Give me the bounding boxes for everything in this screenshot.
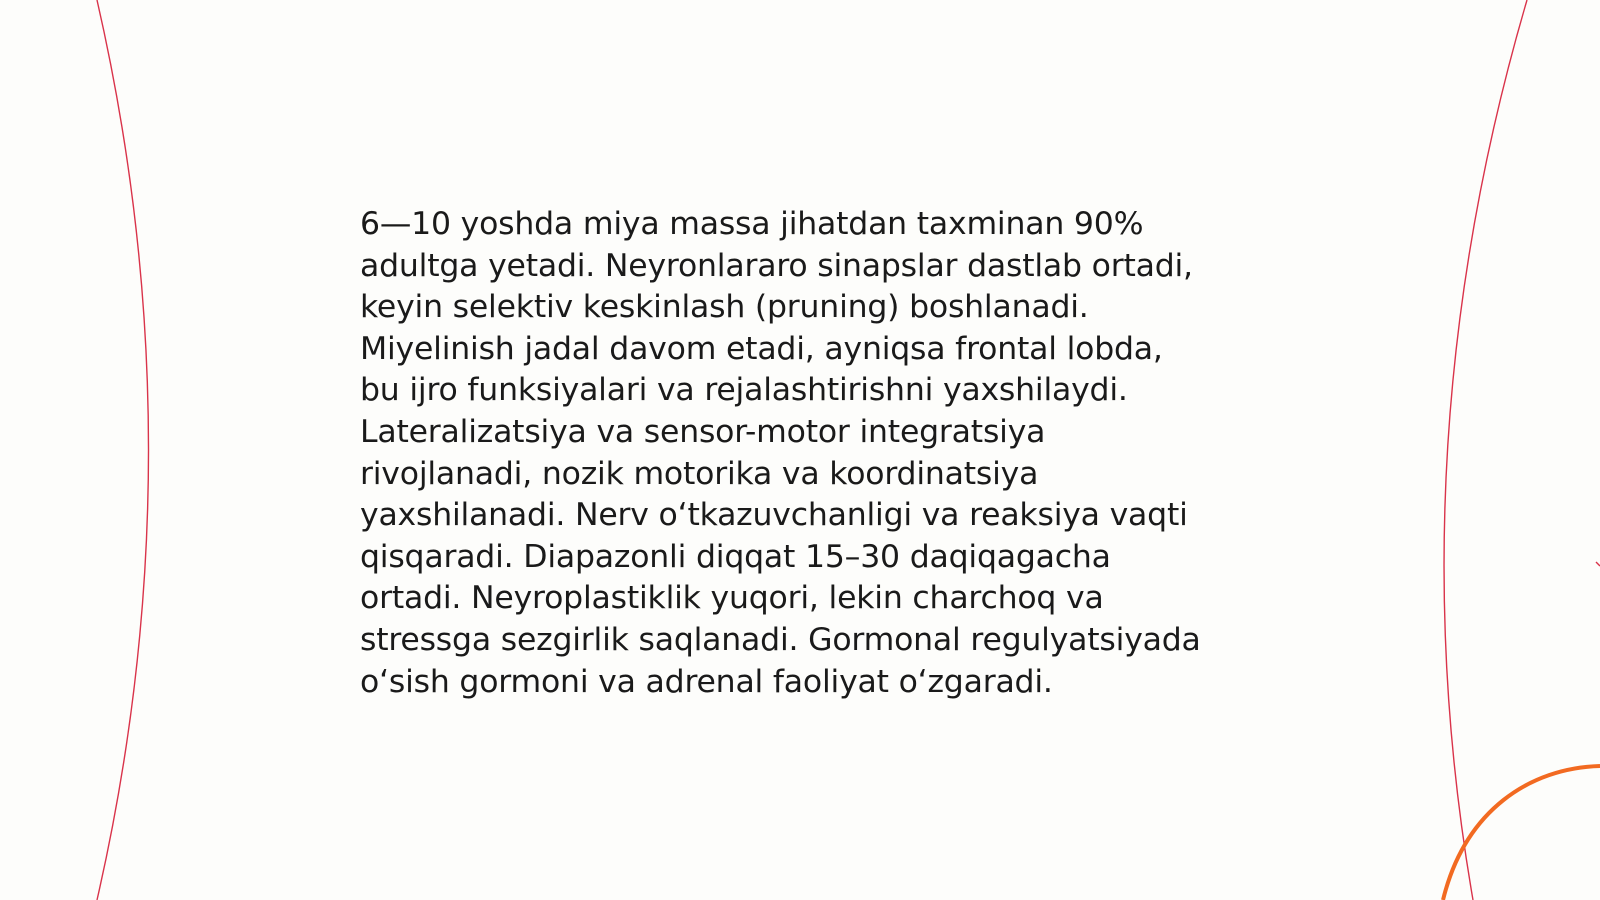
body-line: Miyelinish jadal davom etadi, ayniqsa frontal lobda,: [360, 330, 1163, 367]
body-line: stressga sezgirlik saqlanadi. Gormonal regulyatsiyada: [360, 621, 1201, 658]
right-edge-tick: [1596, 562, 1600, 566]
body-line: keyin selektiv keskinlash (pruning) boshlanadi.: [360, 289, 1089, 326]
body-line: ortadi. Neyroplastiklik yuqori, lekin charchoq va: [360, 580, 1104, 617]
body-line: qisqaradi. Diapazonli diqqat 15–30 daqiqagacha: [360, 538, 1111, 575]
body-line: Lateralizatsiya va sensor-motor integratsiya: [360, 413, 1046, 450]
body-line: bu ijro funksiyalari va rejalashtirishni yaxshilaydi.: [360, 372, 1128, 409]
left-arc-line: [97, 0, 149, 900]
body-line: adultga yetadi. Neyronlararo sinapslar dastlab ortadi,: [360, 247, 1193, 284]
body-line: rivojlanadi, nozik motorika va koordinatsiya: [360, 455, 1039, 492]
body-line: o‘sish gormoni va adrenal faoliyat o‘zgaradi.: [360, 663, 1053, 700]
body-line: yaxshilanadi. Nerv o‘tkazuvchanligi va reaksiya vaqti: [360, 497, 1188, 534]
body-paragraph: [360, 204, 1260, 703]
orange-corner-arc: [1443, 766, 1600, 900]
right-arc-line: [1444, 0, 1527, 900]
body-line: 6—10 yoshda miya massa jihatdan taxminan 90%: [360, 206, 1144, 242]
